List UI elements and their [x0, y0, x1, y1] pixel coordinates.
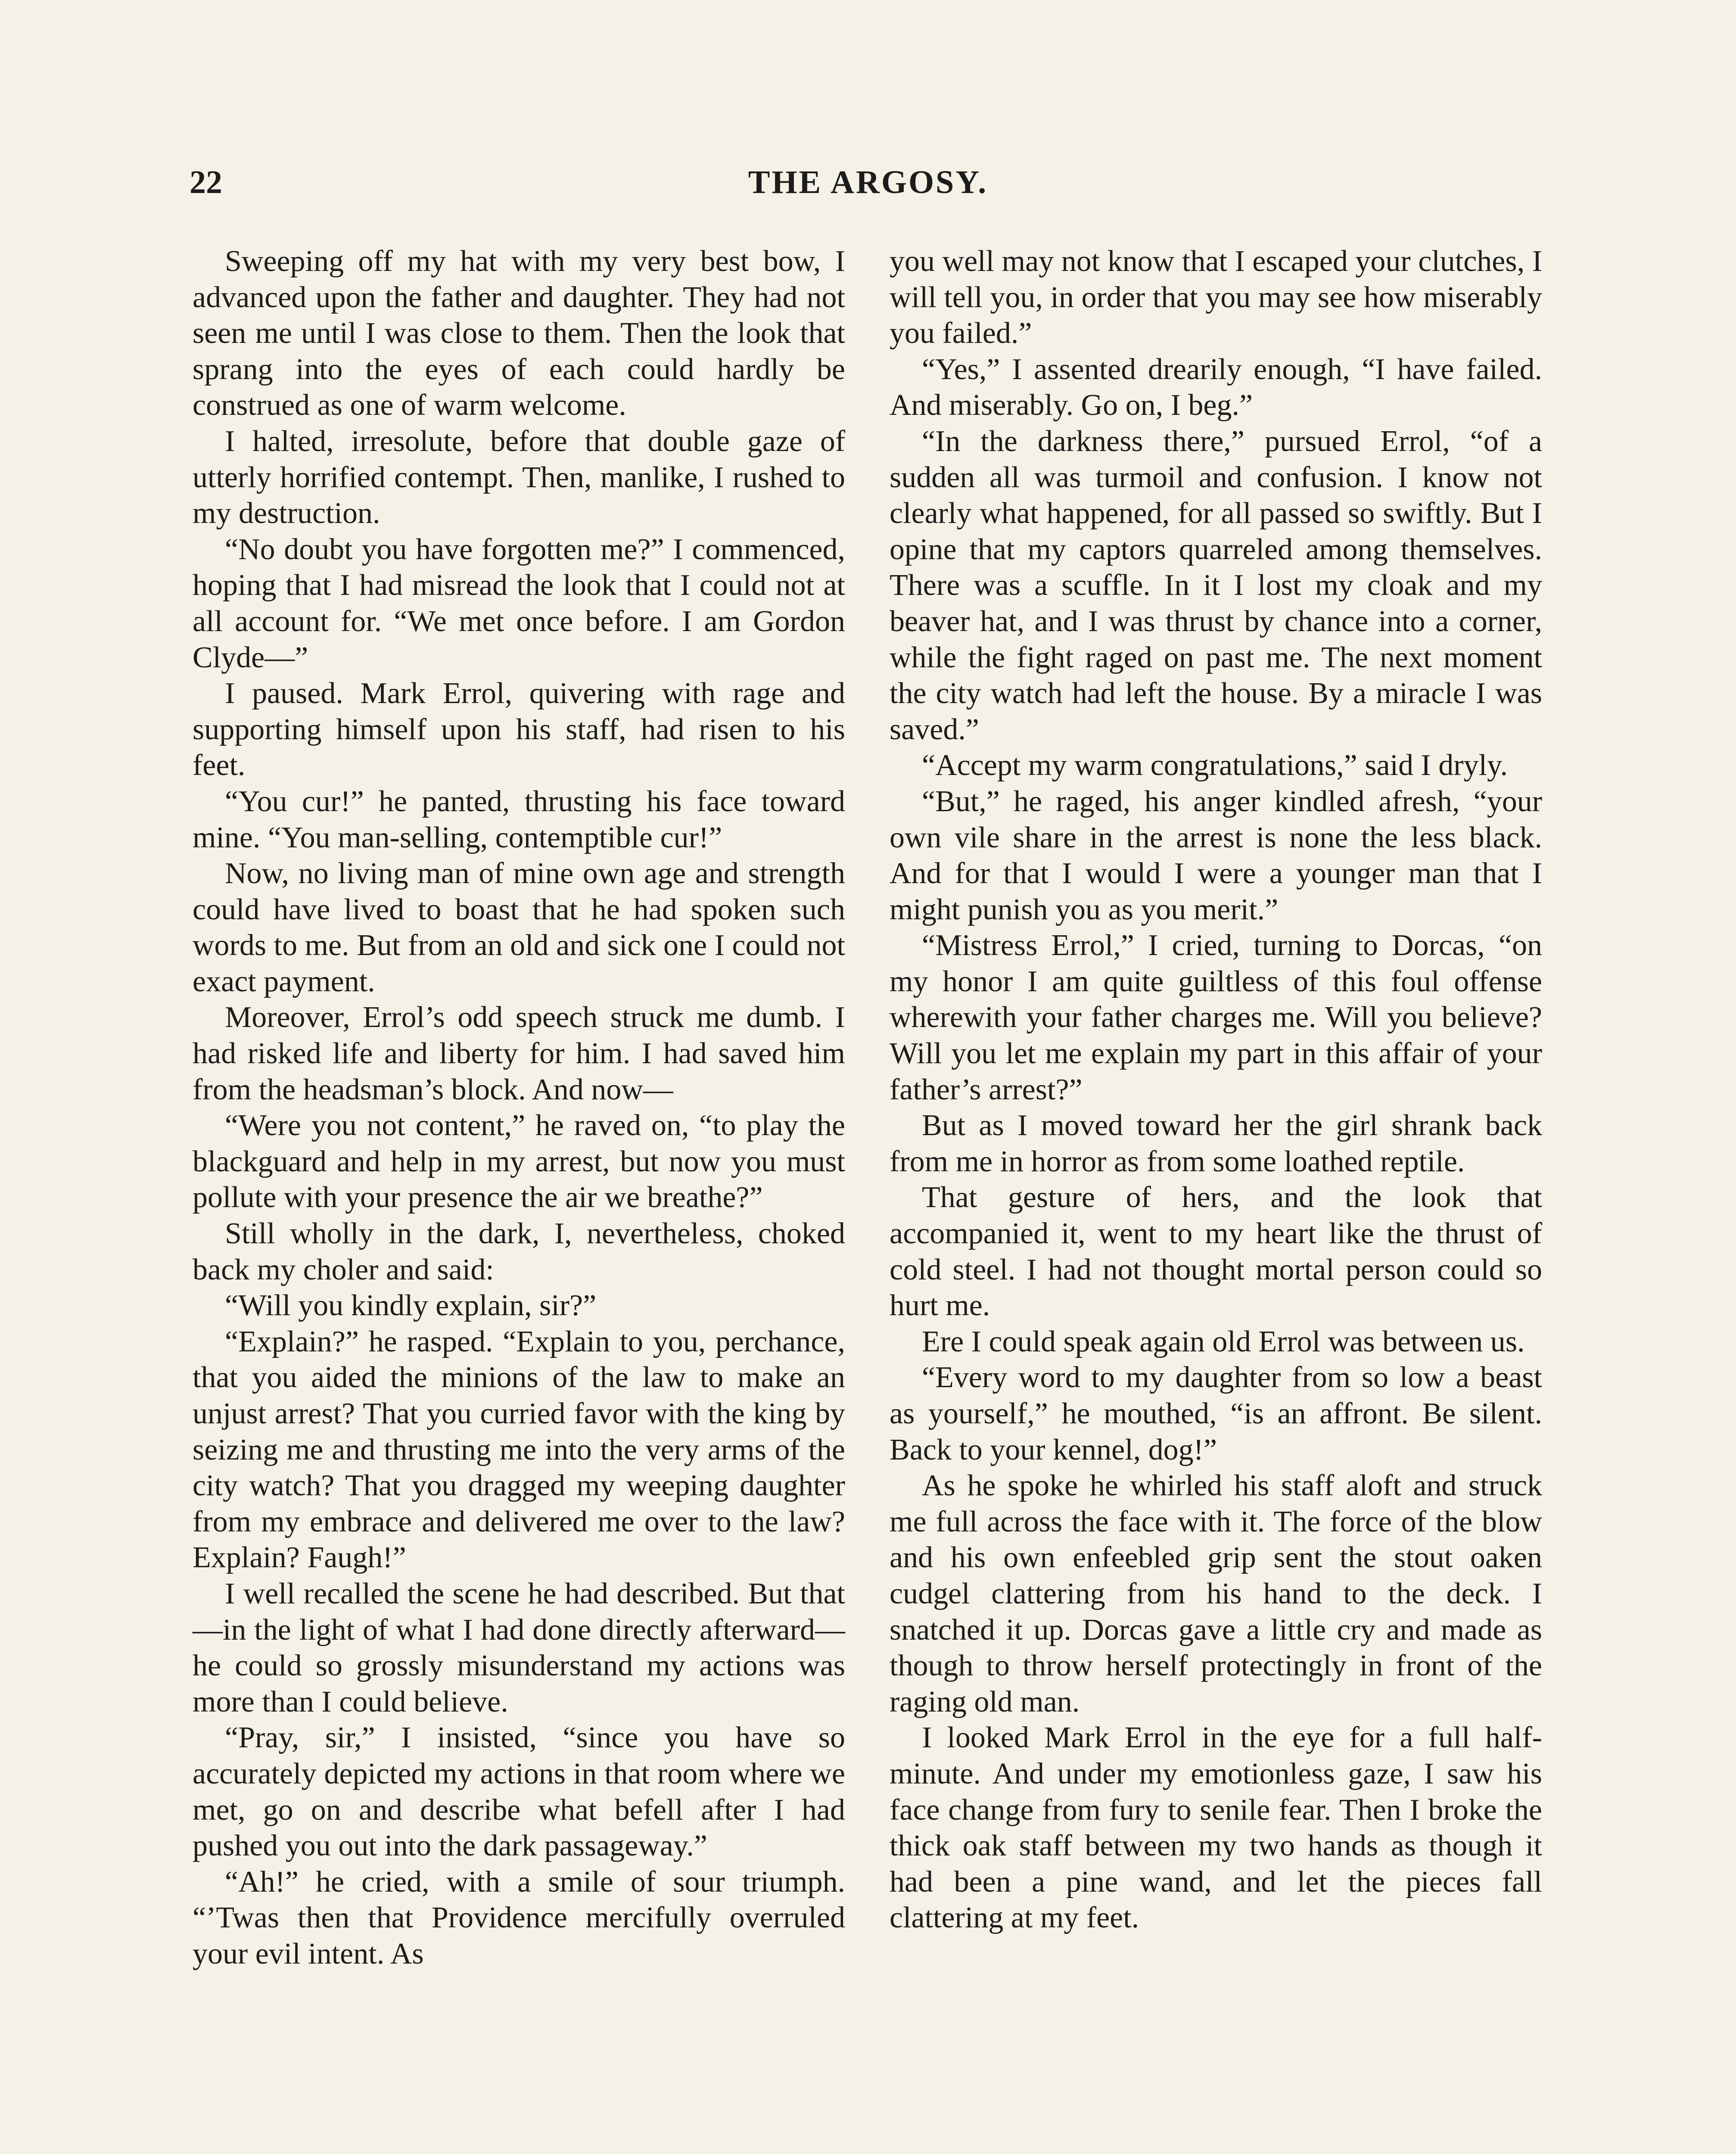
paragraph: “Every word to my daughter from so low a beast as yourself,” he mouthed, “is an affront. Be silent. Back to your kennel, dog!” — [890, 1361, 1542, 1466]
running-head: THE ARGOSY. — [748, 164, 988, 200]
paragraph: I halted, irresolute, before that double gaze of utterly horrified contempt. Then, manlike, I rushed to my destruction. — [193, 424, 845, 530]
paragraph: Moreover, Errol’s odd speech struck me dumb. I had risked life and liberty for him. I had saved him from the headsman’s block. And now— — [193, 1001, 845, 1106]
paragraph: “Will you kindly explain, sir?” — [225, 1289, 597, 1323]
paragraph: I paused. Mark Errol, quivering with rage and supporting himself upon his staff, had risen to his feet. — [193, 677, 845, 782]
paragraph: “In the darkness there,” pursued Errol, “of a sudden all was turmoil and confusion. I know not clearly what happened, for all passed so swiftly. But I opine that my captors quarreled among themselves. There was a scuffle. In it I lost my cloak and my beaver hat, and I was thrust by chance into a corner, while the fight raged on past me. The next moment the city watch had left the house. By a miracle I was saved.” — [890, 424, 1542, 746]
paragraph: Sweeping off my hat with my very best bow, I advanced upon the father and daughter. They had not seen me until I was close to them. Then the look that sprang into the eyes of each could hardly be construed as one of warm welcome. — [193, 245, 845, 422]
paragraph: “Were you not content,” he raved on, “to play the blackguard and help in my arrest, but now you must pollute with your presence the air we breathe?” — [193, 1109, 845, 1214]
left-column — [193, 243, 845, 1972]
paragraph: “Mistress Errol,” I cried, turning to Dorcas, “on my honor I am quite guiltless of this foul offense wherewith your father charges me. Will you believe? Will you let me explain my part in this affair of your father’s arrest?” — [890, 929, 1542, 1106]
paragraph: “Yes,” I assented drearily enough, “I have failed. And miserably. Go on, I beg.” — [890, 352, 1542, 422]
paragraph: Still wholly in the dark, I, nevertheless, choked back my choler and said: — [193, 1217, 845, 1286]
paragraph: “Accept my warm congratulations,” said I dryly. — [922, 749, 1508, 782]
paragraph: “Explain?” he rasped. “Explain to you, perchance, that you aided the minions of the law to make an unjust arrest? That you curried favor with the king by seizing me and thrusting me into the very arms of the city watch? That you dragged my weeping daughter from my embrace and delivered me over to the law? Explain? Faugh!” — [193, 1325, 845, 1575]
paragraph: That gesture of hers, and the look that accompanied it, went to my heart like the thrust of cold steel. I had not thought mortal person could so hurt me. — [890, 1181, 1542, 1323]
paragraph: But as I moved toward her the girl shrank back from me in horror as from some loathed reptile. — [890, 1109, 1542, 1178]
paragraph-continuation: you well may not know that I escaped your clutches, I will tell you, in order that you may see how miserably you failed.” — [890, 245, 1542, 350]
page-number: 22 — [190, 164, 222, 200]
paragraph: “But,” he raged, his anger kindled afresh, “your own vile share in the arrest is none the less black. And for that I would I were a younger man that I might punish you as you merit.” — [890, 784, 1542, 926]
paragraph: I looked Mark Errol in the eye for a full half-minute. And under my emotionless gaze, I saw his face change from fury to senile fear. Then I broke the thick oak staff between my two hands as though it had been a pine wand, and let the pieces fall clattering at my feet. — [890, 1721, 1542, 1935]
paragraph: Ere I could speak again old Errol was between us. — [922, 1325, 1525, 1358]
paragraph: “You cur!” he panted, thrusting his face toward mine. “You man-selling, contemptible cur!” — [193, 784, 845, 854]
paragraph: Now, no living man of mine own age and strength could have lived to boast that he had spoken such words to me. But from an old and sick one I could not exact payment. — [193, 857, 845, 998]
right-column — [890, 243, 1542, 1936]
paragraph: “Pray, sir,” I insisted, “since you have so accurately depicted my actions in that room where we met, go on and describe what befell after I had pushed you out into the dark passageway.” — [193, 1721, 845, 1863]
paragraph: “No doubt you have forgotten me?” I commenced, hoping that I had misread the look that I could not at all account for. “We met once before. I am Gordon Clyde—” — [193, 532, 845, 674]
paragraph: “Ah!” he cried, with a smile of sour triumph. “’Twas then that Providence mercifully overruled your evil intent. As — [193, 1865, 845, 1970]
paragraph: I well recalled the scene he had described. But that—in the light of what I had done directly afterward—he could so grossly misunderstand my actions was more than I could believe. — [193, 1577, 845, 1718]
paragraph: As he spoke he whirled his staff aloft and struck me full across the face with it. The force of the blow and his own enfeebled grip sent the stout oaken cudgel clattering from his hand to the deck. I snatched it up. Dorcas gave a little cry and made as though to throw herself protectingly in front of the raging old man. — [890, 1469, 1542, 1718]
